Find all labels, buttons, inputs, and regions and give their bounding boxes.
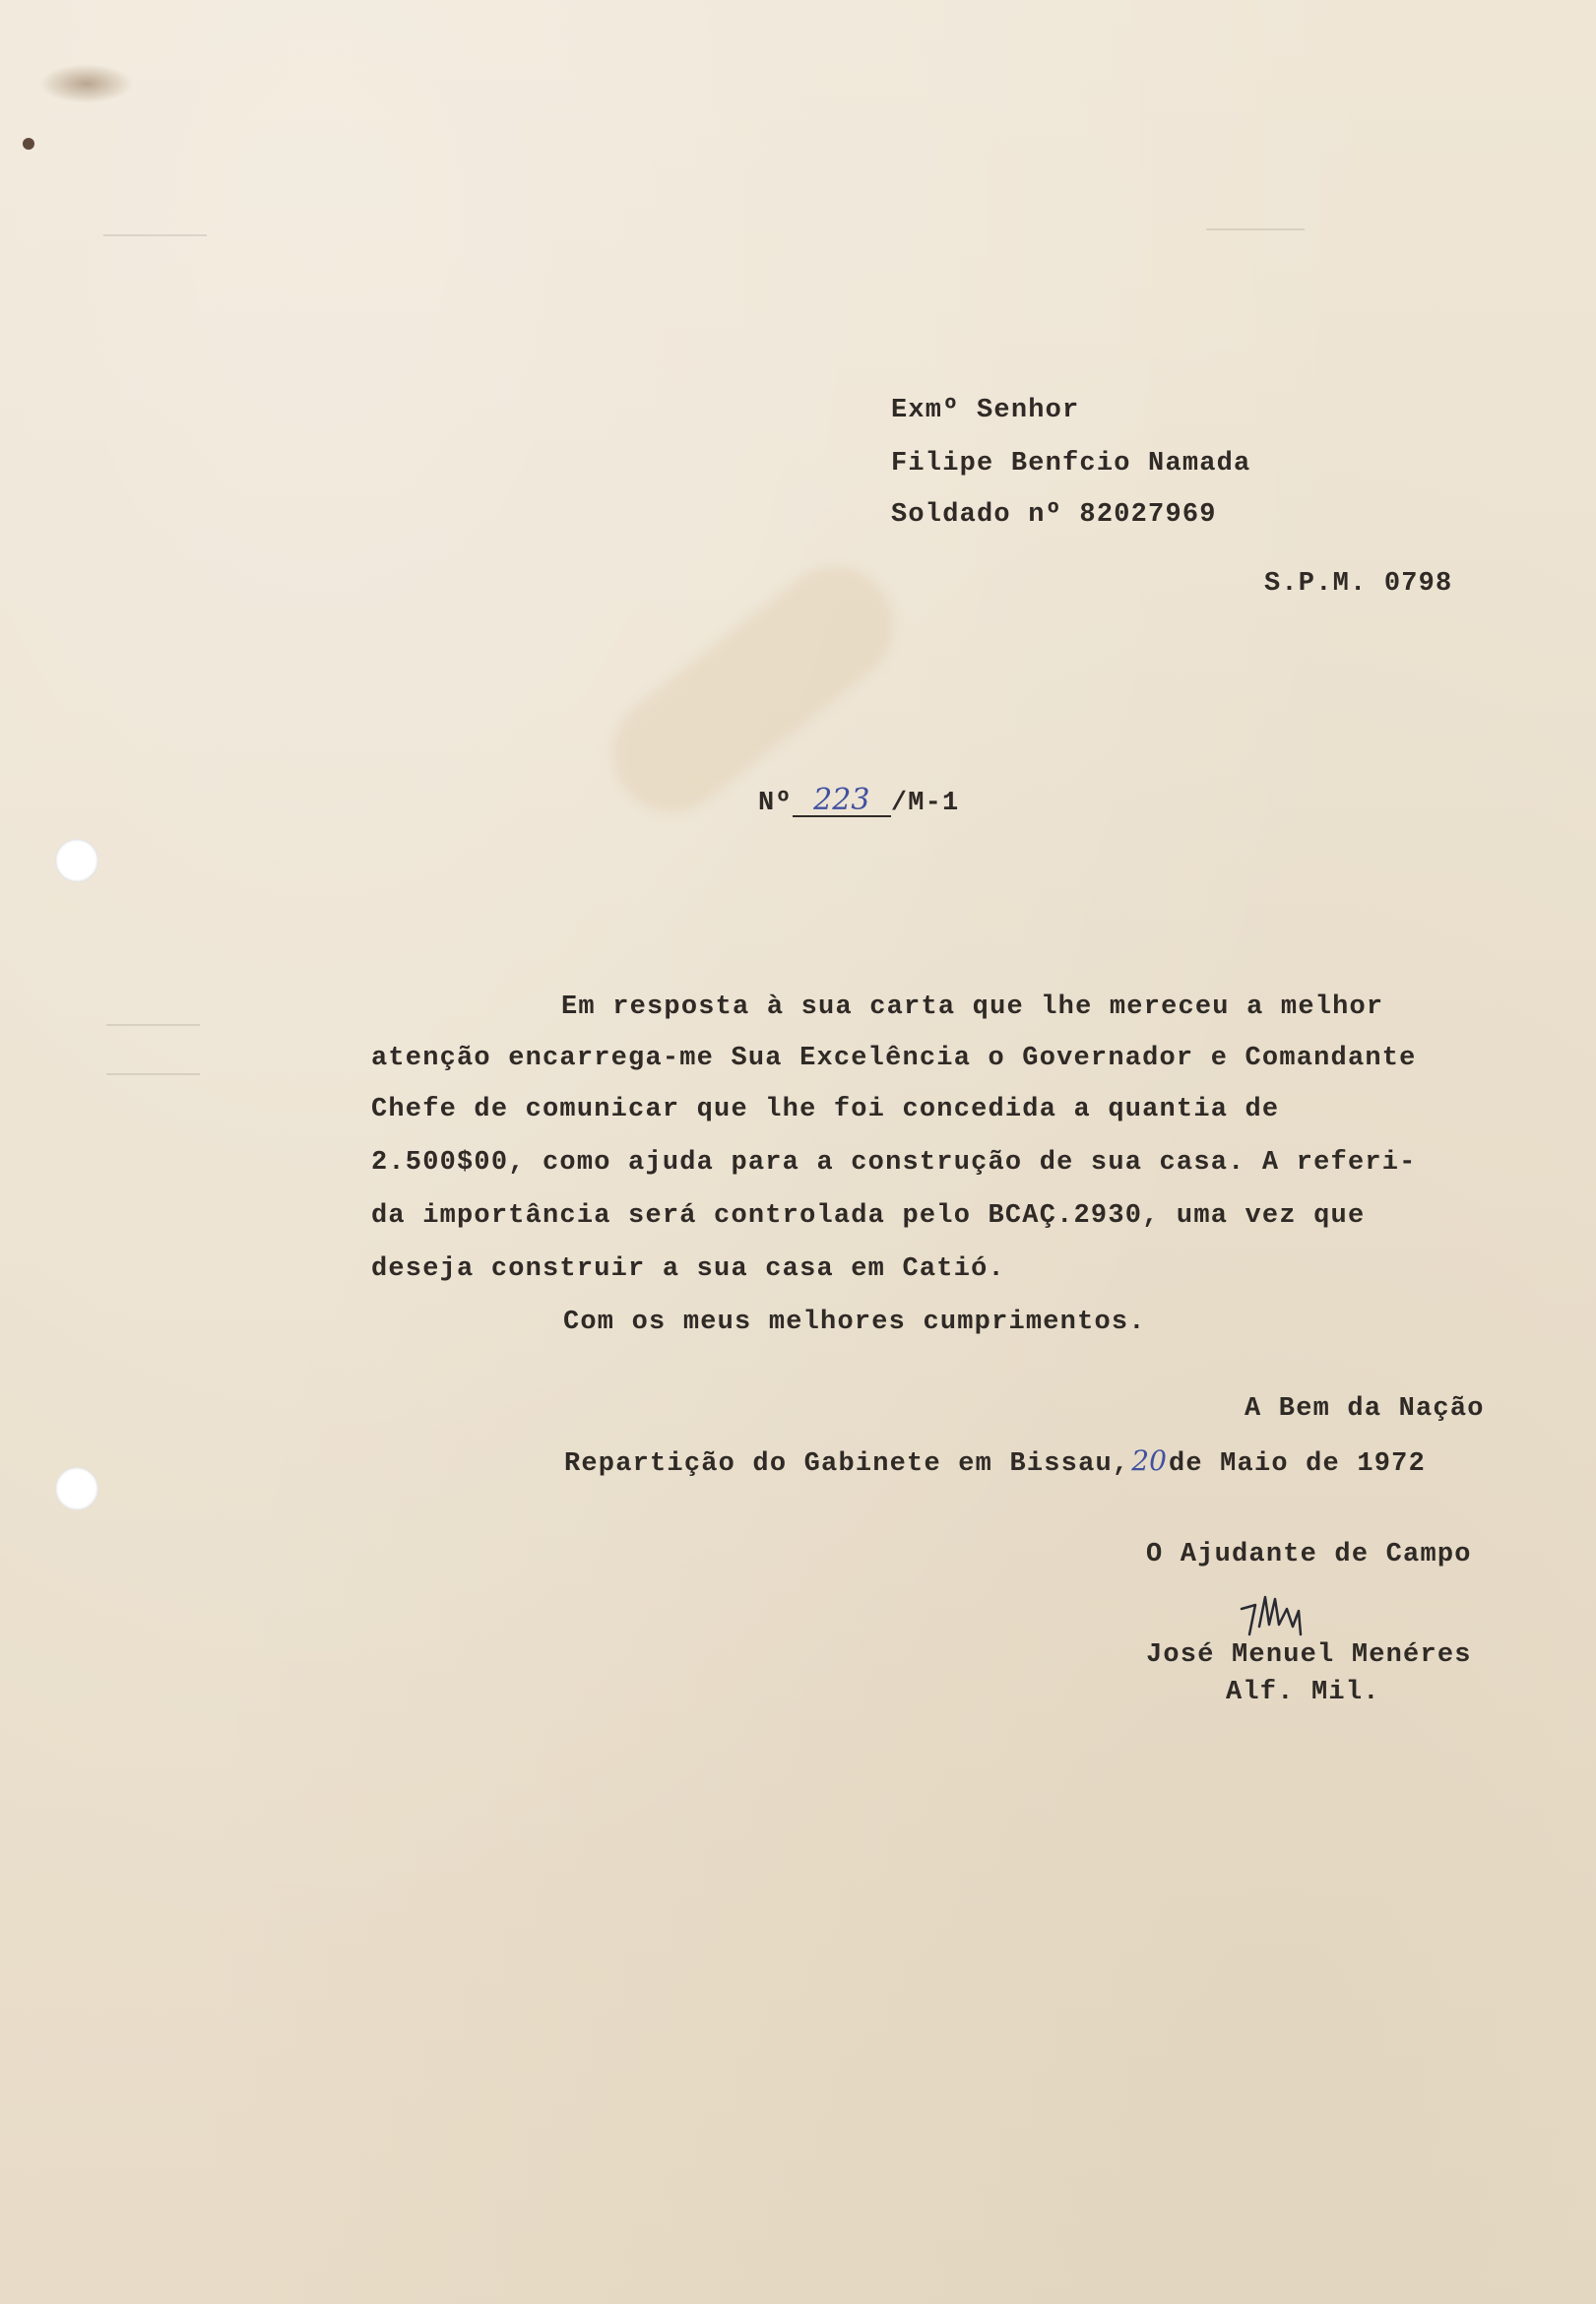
body-line: da importância será controlada pelo BCAÇ.2930, uma vez que	[371, 1201, 1366, 1231]
addressee-spm: S.P.M. 0798	[1264, 569, 1453, 599]
place-text: Repartição do Gabinete em Bissau,	[564, 1449, 1130, 1479]
faint-mark	[106, 1024, 200, 1026]
reference-handwritten-number: 223	[793, 786, 891, 817]
punch-hole-top	[55, 839, 98, 882]
faint-mark	[1206, 228, 1305, 230]
addressee-salutation: Exmº Senhor	[891, 396, 1080, 425]
handwritten-day: 20	[1131, 1444, 1167, 1477]
faint-mark	[106, 1073, 200, 1075]
ink-spot	[23, 138, 34, 150]
addressee-soldier-number: Soldado nº 82027969	[891, 500, 1217, 530]
closing-line: Com os meus melhores cumprimentos.	[563, 1308, 1146, 1337]
body-line: atenção encarrega-me Sua Excelência o Governador e Comandante	[371, 1044, 1417, 1073]
punch-hole-bottom	[55, 1467, 98, 1510]
date-rest: de Maio de 1972	[1168, 1449, 1426, 1479]
signer-role: O Ajudante de Campo	[1146, 1540, 1472, 1569]
reference-prefix: Nº	[758, 789, 793, 818]
place-date-line	[564, 1444, 1426, 1479]
signer-name: José Menuel Menéres	[1146, 1640, 1472, 1670]
motto: A Bem da Nação	[1245, 1394, 1485, 1424]
signer-rank: Alf. Mil.	[1226, 1678, 1380, 1707]
body-line: deseja construir a sua casa em Catió.	[371, 1254, 1005, 1284]
faint-mark	[103, 234, 207, 236]
addressee-name: Filipe Benfcio Namada	[891, 449, 1251, 479]
body-line: Chefe de comunicar que lhe foi concedida a quantia de	[371, 1095, 1280, 1124]
body-line: Em resposta à sua carta que lhe mereceu a melhor	[561, 992, 1384, 1022]
body-line: 2.500$00, como ajuda para a construção de sua casa. A referi-	[371, 1148, 1417, 1178]
paper-tear-mark	[39, 64, 133, 103]
reference-line	[758, 783, 960, 818]
reference-suffix: /M-1	[890, 789, 960, 818]
handwritten-signature	[1236, 1587, 1324, 1641]
